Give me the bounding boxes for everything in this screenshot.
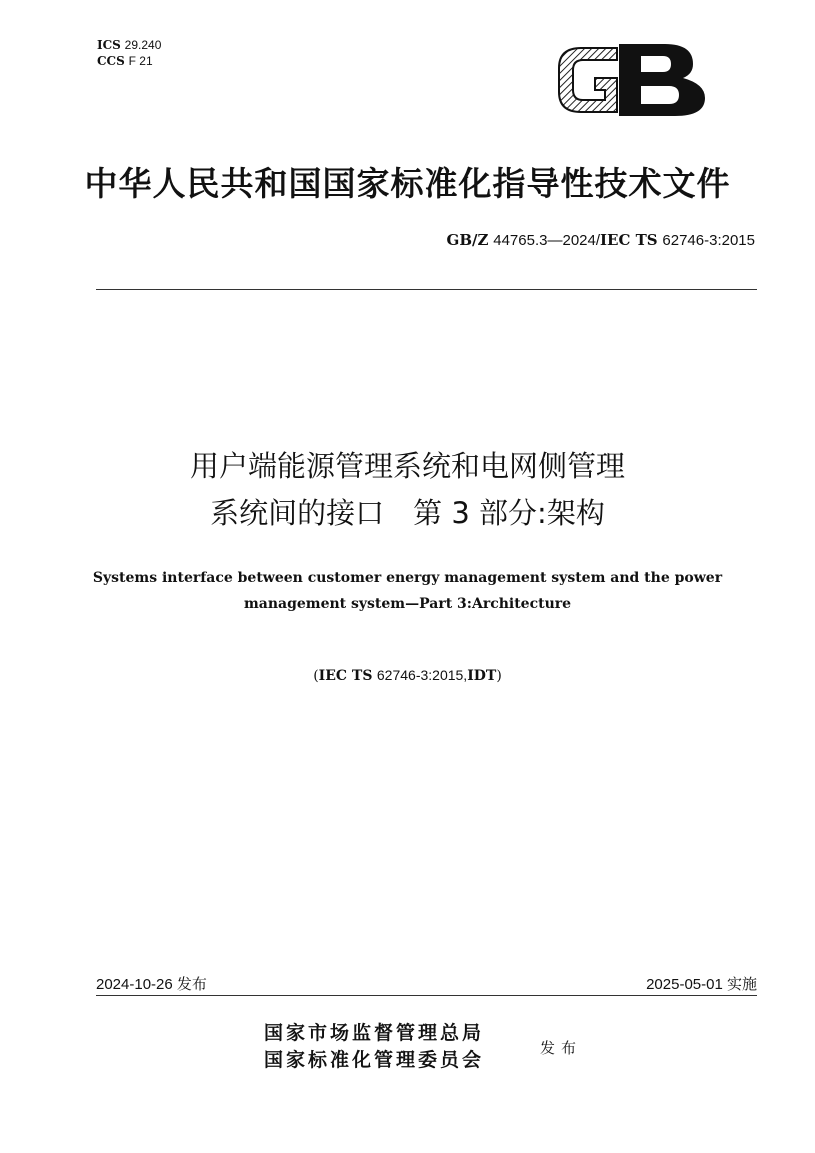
implementation-date: 2025-05-01 实施 [646, 976, 757, 993]
document-type-heading: 中华人民共和国国家标准化指导性技术文件 [84, 164, 731, 203]
number-iec: IEC TS [600, 231, 658, 249]
english-title-line-1: Systems interface between customer energy management system and the power [92, 570, 723, 586]
adoption-statement [0, 667, 815, 684]
number-suffix: 62746-3:2015 [662, 232, 755, 249]
standard-number [447, 231, 755, 249]
issue-date: 2024-10-26 发布 [96, 976, 207, 993]
ics-code [97, 37, 161, 53]
number-prefix: GB/Z [446, 231, 489, 249]
adoption-close: ) [496, 668, 502, 684]
adoption-idt: IDT [467, 668, 497, 684]
ics-label: ICS [97, 38, 121, 52]
ccs-label: CCS [97, 54, 125, 68]
english-title-line-2: management system—Part 3:Architecture [243, 596, 572, 612]
ccs-code [97, 53, 161, 69]
issuer-line-2: 国家标准化管理委员会 [264, 1049, 485, 1071]
chinese-title-line-1: 用户端能源管理系统和电网侧管理 [189, 449, 625, 483]
issuer-line-1: 国家市场监督管理总局 [264, 1022, 485, 1044]
gb-logo-icon [555, 42, 715, 118]
chinese-title-line-2: 系统间的接口 第 3 部分:架构 [210, 496, 605, 530]
adoption-open: ( [313, 668, 319, 684]
classification-codes [97, 37, 161, 69]
ics-value: 29.240 [124, 38, 162, 52]
issuing-authorities [264, 1020, 484, 1074]
header-divider [96, 289, 757, 290]
ccs-value: F 21 [128, 54, 153, 68]
adoption-iec: IEC TS [318, 668, 373, 684]
number-middle: 44765.3—2024/ [493, 232, 601, 249]
footer-divider [96, 995, 757, 996]
adoption-number: 62746-3:2015, [376, 667, 468, 683]
issue-action-label: 发布 [540, 1039, 583, 1057]
